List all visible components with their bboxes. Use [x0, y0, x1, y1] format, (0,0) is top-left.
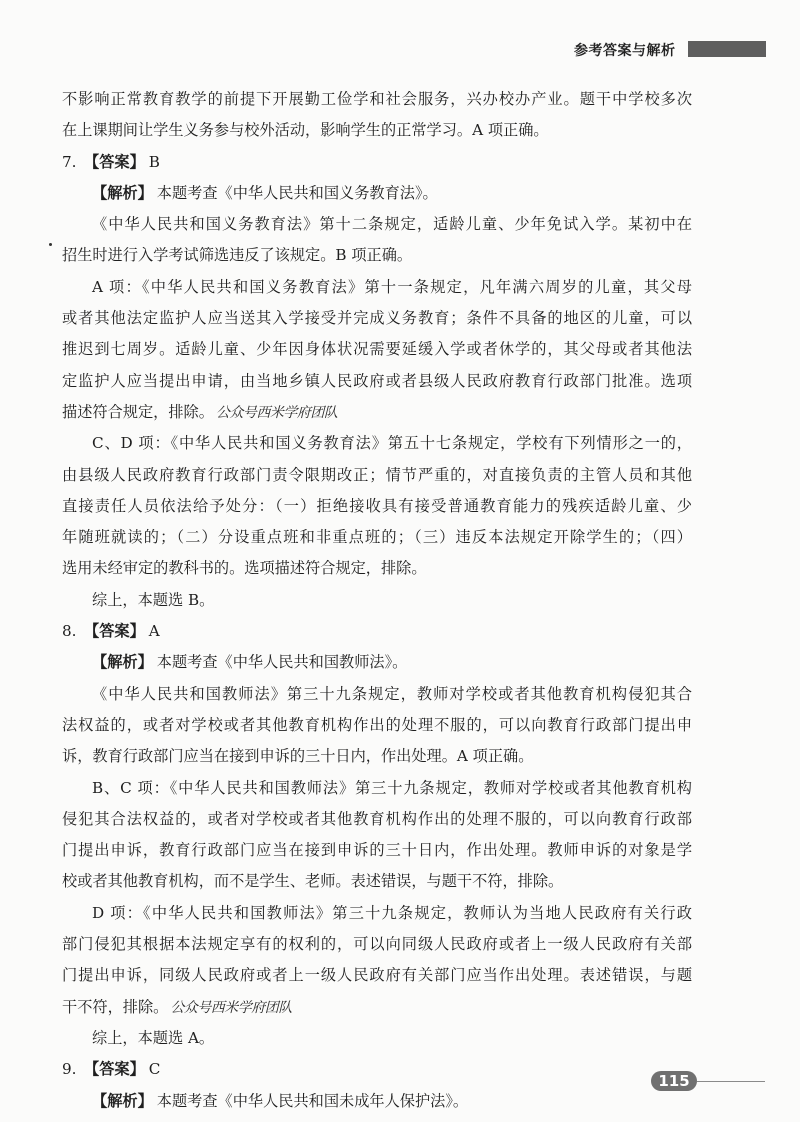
- text-line: [62, 115, 692, 146]
- handwritten-watermark: 公众号西米学府团队: [170, 999, 292, 1016]
- text-line: [62, 898, 692, 929]
- line-text: 干不符，排除。: [62, 997, 169, 1016]
- page-number: 115: [651, 1071, 697, 1091]
- analysis-tag: 【解析】: [92, 183, 153, 202]
- line-text: 不影响正常教育教学的前提下开展勤工俭学和社会服务，兴办校办产业。题干中学校多次: [62, 90, 692, 108]
- answer-tag: 【答案】: [84, 1060, 145, 1079]
- line-text: 本题考查《中华人民共和国教师法》。: [156, 653, 408, 672]
- line-text: 诉，教育行政部门应当在接到申诉的三十日内，作出处理。A 项正确。: [62, 747, 534, 766]
- line-text: 推迟到七周岁。适龄儿童、少年因身体状况需要延缓入学或者休学的，其父母或者其他法: [62, 340, 692, 359]
- text-line: [62, 929, 692, 960]
- analysis-tag: 【解析】: [92, 1091, 153, 1110]
- line-text: A: [148, 622, 160, 641]
- text-line: [62, 585, 692, 616]
- text-line: [62, 460, 692, 491]
- question-number: 7.: [62, 152, 77, 171]
- analysis-heading: [62, 178, 692, 209]
- answer-heading: [62, 147, 692, 178]
- line-text: 或者其他法定监护人应当送其入学接受并完成义务教育；条件不具备的地区的儿童，可以: [62, 309, 692, 328]
- line-text: 描述符合规定，排除。: [62, 402, 214, 421]
- text-line: [62, 553, 692, 584]
- line-text: 门提出申诉，教育行政部门应当在接到申诉的三十日内，作出处理。教师申诉的对象是学: [62, 841, 692, 860]
- text-line: [62, 835, 692, 866]
- text-line: [62, 366, 692, 397]
- text-line: [62, 303, 692, 334]
- stray-dot: [49, 243, 52, 246]
- line-text: 定监护人应当提出申请，由当地乡镇人民政府或者县级人民政府教育行政部门批准。选项: [62, 371, 692, 390]
- line-text: 在上课期间让学生义务参与校外活动，影响学生的正常学习。A 项正确。: [62, 121, 549, 140]
- line-text: 本题考查《中华人民共和国未成年人保护法》。: [156, 1091, 469, 1110]
- text-line: [62, 334, 692, 365]
- answer-heading: [62, 616, 692, 647]
- line-text: 法权益的，或者对学校或者其他教育机构作出的处理不服的，可以向教育行政部门提出申: [62, 715, 692, 734]
- answer-heading: [62, 1054, 692, 1085]
- line-text: 综上，本题选 A。: [92, 1028, 215, 1047]
- text-line: [62, 428, 692, 459]
- text-line: [62, 773, 692, 804]
- header-bar: [688, 41, 766, 57]
- text-line: [62, 272, 692, 303]
- question-number: 9.: [62, 1060, 77, 1079]
- line-text: A 项：《中华人民共和国义务教育法》第十一条规定，凡年满六周岁的儿童，其父母: [92, 277, 692, 296]
- line-text: 直接责任人员依法给予处分：（一）拒绝接收具有接受普通教育能力的残疾适龄儿童、少: [62, 496, 692, 515]
- line-text: B、C 项：《中华人民共和国教师法》第三十九条规定，教师对学校或者其他教育机构: [92, 778, 692, 797]
- analysis-heading: [62, 1086, 692, 1117]
- line-text: C: [148, 1060, 161, 1079]
- answer-text: [62, 84, 692, 1117]
- line-text: 本题考查《中华人民共和国义务教育法》。: [156, 183, 438, 202]
- line-text: 侵犯其合法权益的，或者对学校或者其他教育机构作出的处理不服的，可以向教育行政部: [62, 809, 692, 828]
- line-text: 由县级人民政府教育行政部门责令限期改正；情节严重的，对直接负责的主管人员和其他: [62, 465, 692, 484]
- line-text: 年随班就读的；（二）分设重点班和非重点班的；（三）违反本法规定开除学生的；（四）: [62, 528, 692, 547]
- answer-tag: 【答案】: [84, 622, 145, 641]
- line-text: 《中华人民共和国教师法》第三十九条规定，教师对学校或者其他教育机构侵犯其合: [92, 684, 692, 703]
- text-line: [62, 866, 692, 897]
- text-line: [62, 522, 692, 553]
- text-line: [62, 1023, 692, 1054]
- line-text: 《中华人民共和国义务教育法》第十二条规定，适龄儿童、少年免试入学。某初中在: [92, 215, 692, 234]
- text-line: [62, 679, 692, 710]
- analysis-tag: 【解析】: [92, 653, 153, 672]
- analysis-heading: [62, 647, 692, 678]
- handwritten-watermark: 公众号西米学府团队: [215, 404, 338, 421]
- text-line: [62, 710, 692, 741]
- text-line: [62, 84, 692, 115]
- line-text: 部门侵犯其根据本法规定享有的权利的，可以向同级人民政府或者上一级人民政府有关部: [62, 935, 692, 954]
- text-line: [62, 209, 692, 240]
- answer-tag: 【答案】: [84, 152, 145, 171]
- question-number: 8.: [62, 622, 77, 641]
- line-text: 校或者其他教育机构，而不是学生、老师。表述错误，与题干不符，排除。: [62, 872, 564, 891]
- text-line: [62, 397, 692, 428]
- page-number-rule: [697, 1081, 765, 1082]
- line-text: 门提出申诉，同级人民政府或者上一级人民政府有关部门应当作出处理。表述错误，与题: [62, 966, 692, 985]
- section-title: 参考答案与解析: [574, 43, 676, 59]
- line-text: 选用未经审定的教科书的。选项描述符合规定，排除。: [62, 559, 427, 578]
- text-line: [62, 240, 692, 271]
- line-text: B: [148, 152, 160, 171]
- line-text: 综上，本题选 B。: [92, 590, 215, 609]
- line-text: 招生时进行入学考试筛选违反了该规定。B 项正确。: [62, 246, 413, 265]
- text-line: [62, 741, 692, 772]
- line-text: C、D 项：《中华人民共和国义务教育法》第五十七条规定，学校有下列情形之一的，: [92, 434, 692, 453]
- line-text: D 项：《中华人民共和国教师法》第三十九条规定，教师认为当地人民政府有关行政: [92, 903, 692, 922]
- text-line: [62, 804, 692, 835]
- text-line: [62, 960, 692, 991]
- text-line: [62, 992, 692, 1023]
- text-line: [62, 491, 692, 522]
